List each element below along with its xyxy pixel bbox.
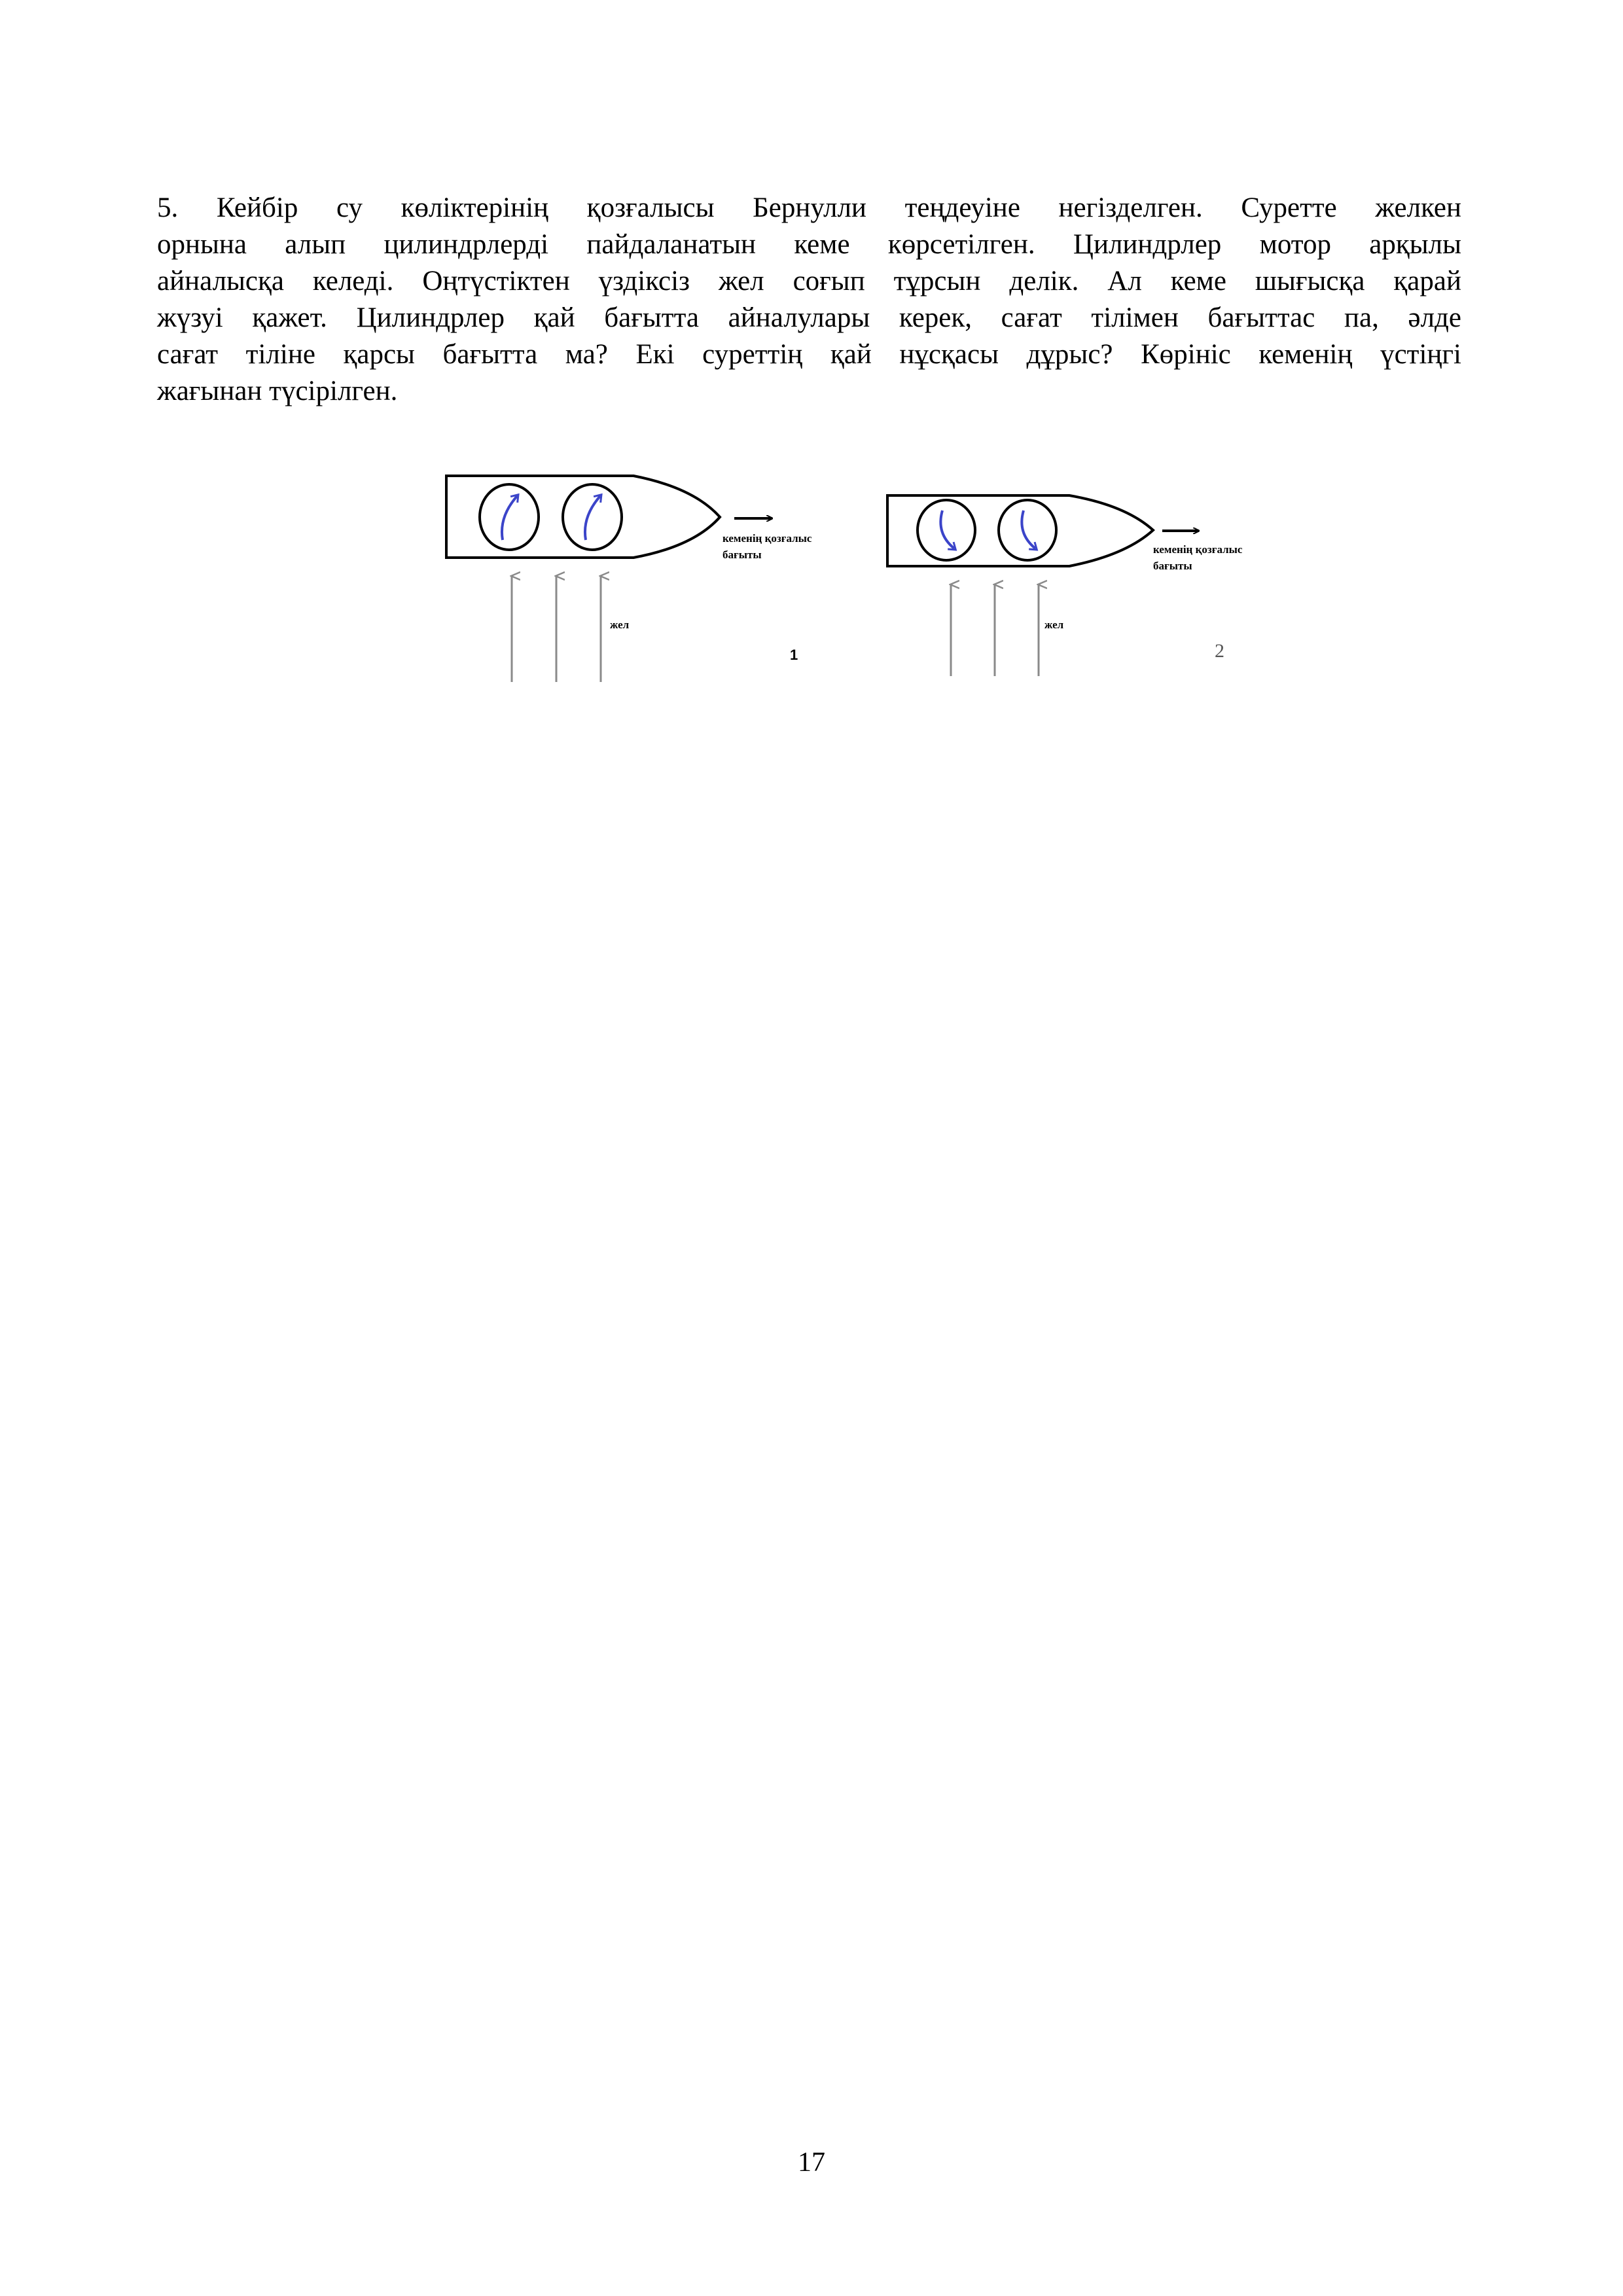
rotating-cylinder: [480, 484, 539, 550]
motion-direction-label: бағыты: [722, 548, 762, 561]
variant-number: 1: [790, 647, 798, 663]
counterclockwise-rotation-icon: [585, 496, 600, 540]
rotating-cylinder: [999, 500, 1056, 560]
counterclockwise-rotation-icon: [502, 496, 517, 540]
problem-line: айналысқа келеді. Оңтүстіктен үздіксіз жел соғып тұрсын делік. Ал кеме шығысқа қарай: [157, 266, 1461, 296]
problem-line: жүзуі қажет. Цилиндрлер қай бағытта айналулары керек, сағат тілімен бағыттас па, әлде: [157, 302, 1461, 333]
ship-variant-1: [446, 476, 812, 682]
rotating-cylinder: [563, 484, 622, 550]
clockwise-rotation-icon: [1022, 511, 1035, 548]
rotating-cylinder: [918, 500, 975, 560]
motion-direction-label: кеменің қозғалыс: [1153, 543, 1243, 556]
ship-hull: [446, 476, 720, 558]
problem-line: орнына алып цилиндрлерді пайдаланатын кеме көрсетілген. Цилиндрлер мотор арқылы: [157, 229, 1461, 260]
page-number: 17: [798, 2147, 825, 2178]
ship-figure: [0, 0, 1623, 720]
clockwise-rotation-icon: [940, 511, 954, 548]
problem-line: 5. Кейбір су көліктерінің қозғалысы Бернулли теңдеуіне негізделген. Суретте желкен: [157, 192, 1461, 223]
ship-variant-2: [887, 495, 1243, 676]
motion-direction-label: бағыты: [1153, 560, 1192, 572]
problem-line: сағат тіліне қарсы бағытта ма? Екі суреттің қай нұсқасы дұрыс? Көрініс кеменің үстіңгі: [157, 339, 1461, 370]
wind-label: жел: [1044, 619, 1064, 631]
motion-direction-label: кеменің қозғалыс: [722, 532, 812, 545]
problem-line: жағынан түсірілген.: [157, 376, 398, 406]
variant-number: 2: [1215, 640, 1224, 662]
wind-label: жел: [610, 619, 630, 631]
